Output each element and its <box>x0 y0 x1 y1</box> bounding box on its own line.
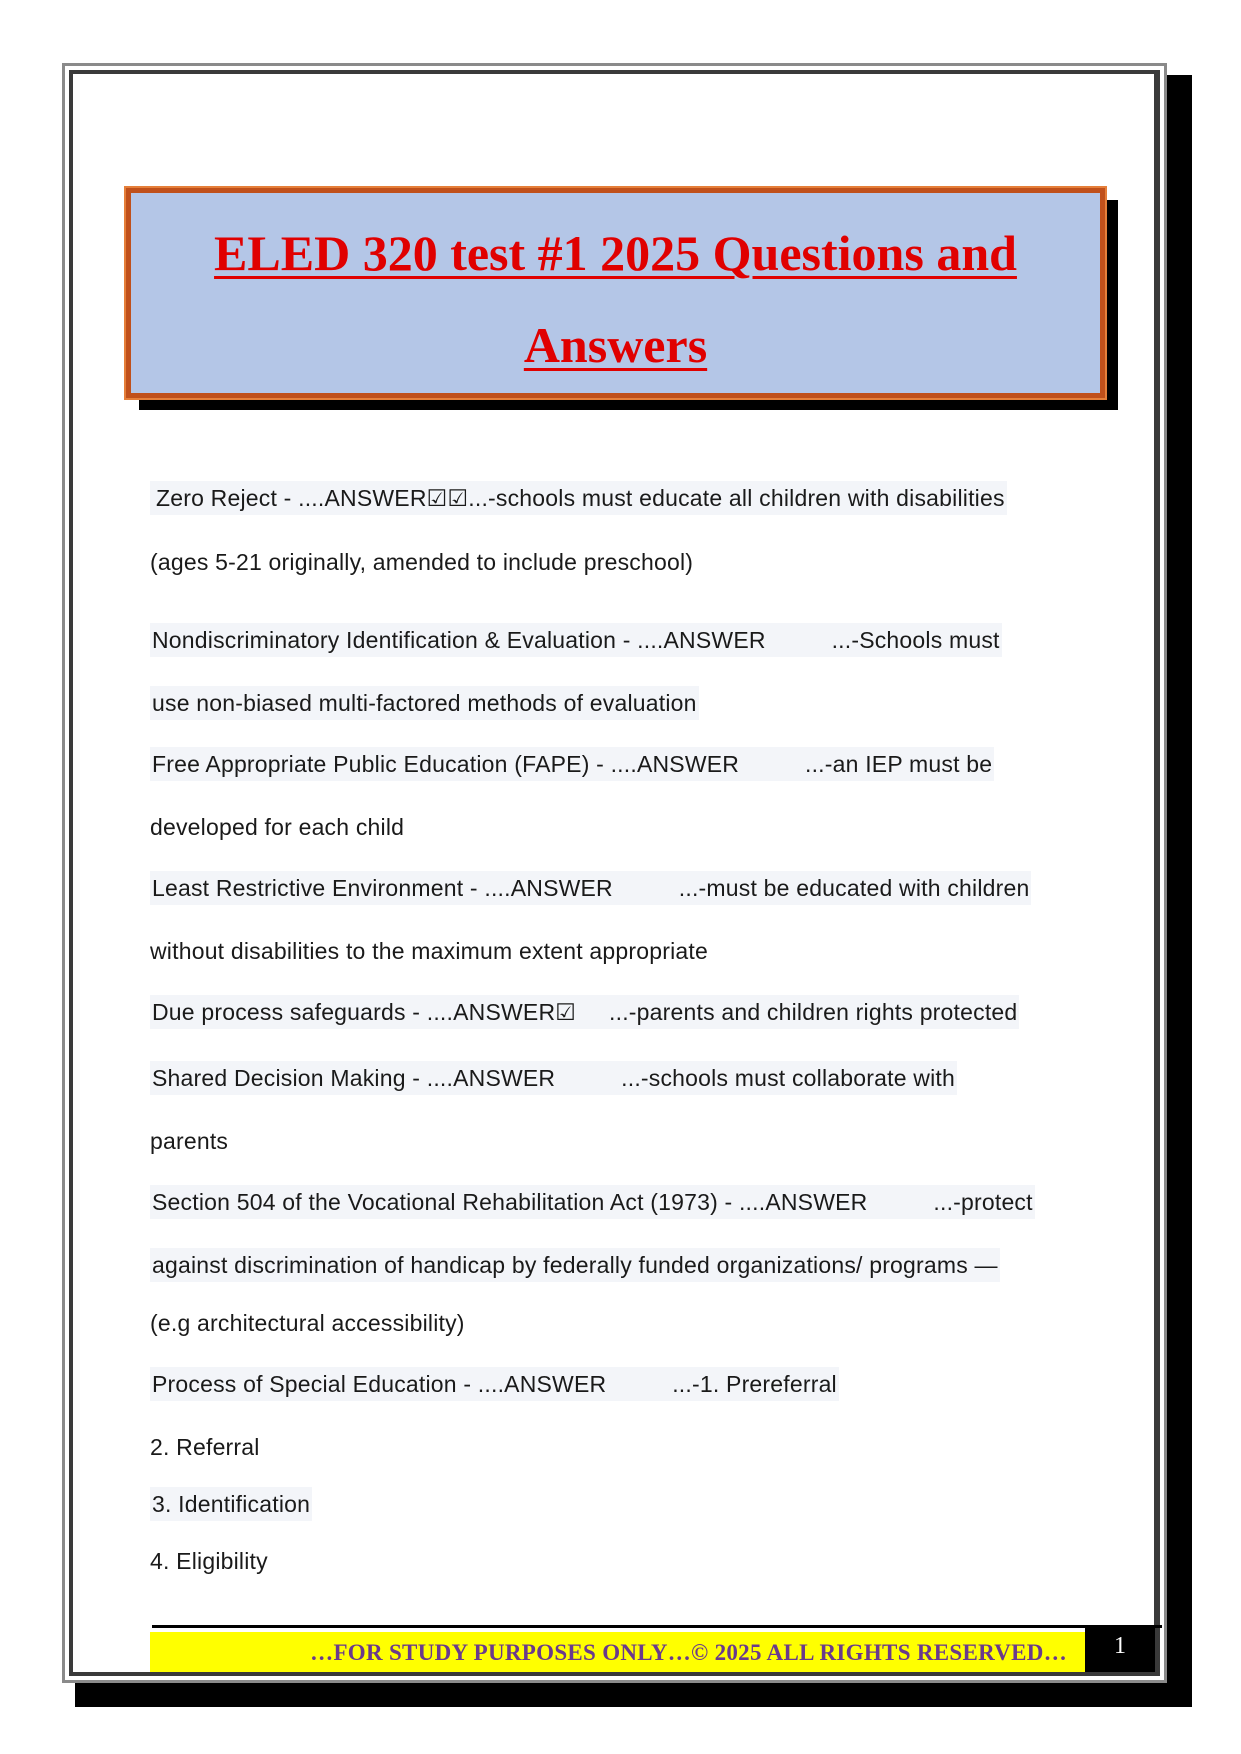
qa-line-8 <box>150 938 1100 966</box>
qa-line-11 <box>150 1128 1100 1156</box>
document-title-line-1: ELED 320 test #1 2025 Questions and <box>214 225 1017 281</box>
qa-line-13 <box>150 1252 1100 1280</box>
page-number: 1 <box>1085 1626 1155 1672</box>
qa-text: Section 504 of the Vocational Rehabilitation Act (1973) - ....ANSWER ...-protect <box>150 1185 1035 1219</box>
footer-notice: …FOR STUDY PURPOSES ONLY…© 2025 ALL RIGHTS RESERVED… <box>310 1640 1067 1665</box>
qa-line-18 <box>150 1548 1100 1576</box>
qa-line-10 <box>150 1065 1100 1093</box>
qa-text: Least Restrictive Environment - ....ANSWER ...-must be educated with children <box>150 871 1031 905</box>
qa-text: (e.g architectural accessibility) <box>150 1310 465 1336</box>
qa-text: use non-biased multi-factored methods of evaluation <box>150 686 699 720</box>
qa-line-17 <box>150 1491 1100 1519</box>
qa-text: without disabilities to the maximum extent appropriate <box>150 938 708 964</box>
document-title-line-2: Answers <box>523 317 708 373</box>
qa-text: Shared Decision Making - ....ANSWER ...-schools must collaborate with <box>150 1061 957 1095</box>
qa-text: 4. Eligibility <box>150 1548 268 1574</box>
qa-line-6 <box>150 814 1100 842</box>
qa-text: against discrimination of handicap by federally funded organizations/ programs — <box>150 1248 1000 1282</box>
qa-line-12 <box>150 1189 1100 1217</box>
title-box <box>126 188 1105 398</box>
qa-line-16 <box>150 1434 1100 1462</box>
footer-rule <box>152 1625 1162 1628</box>
qa-text: Free Appropriate Public Education (FAPE) - ....ANSWER ...-an IEP must be <box>150 747 994 781</box>
qa-line-7 <box>150 875 1100 903</box>
qa-text: 2. Referral <box>150 1434 260 1460</box>
qa-line-1 <box>150 485 1100 513</box>
qa-line-2 <box>150 549 1100 577</box>
qa-text: parents <box>150 1128 229 1154</box>
qa-text: developed for each child <box>150 814 405 840</box>
qa-text: 3. Identification <box>150 1487 312 1521</box>
qa-line-15 <box>150 1371 1100 1399</box>
qa-line-9 <box>150 999 1100 1027</box>
qa-text: Process of Special Education - ....ANSWER ...-1. Prereferral <box>150 1367 839 1401</box>
qa-line-3 <box>150 627 1100 655</box>
qa-line-5 <box>150 751 1100 779</box>
qa-text: Due process safeguards - ....ANSWER☑ ...-parents and children rights protected <box>150 995 1019 1029</box>
qa-text: (ages 5-21 originally, amended to include preschool) <box>150 549 694 575</box>
qa-line-14 <box>150 1310 1100 1338</box>
qa-line-4 <box>150 690 1100 718</box>
qa-text: Nondiscriminatory Identification & Evaluation - ....ANSWER ...-Schools must <box>150 623 1002 657</box>
qa-text: Zero Reject - ....ANSWER☑☑...-schools must educate all children with disabilities <box>150 481 1007 515</box>
footer-band <box>150 1632 1085 1672</box>
document-title <box>171 207 1060 391</box>
